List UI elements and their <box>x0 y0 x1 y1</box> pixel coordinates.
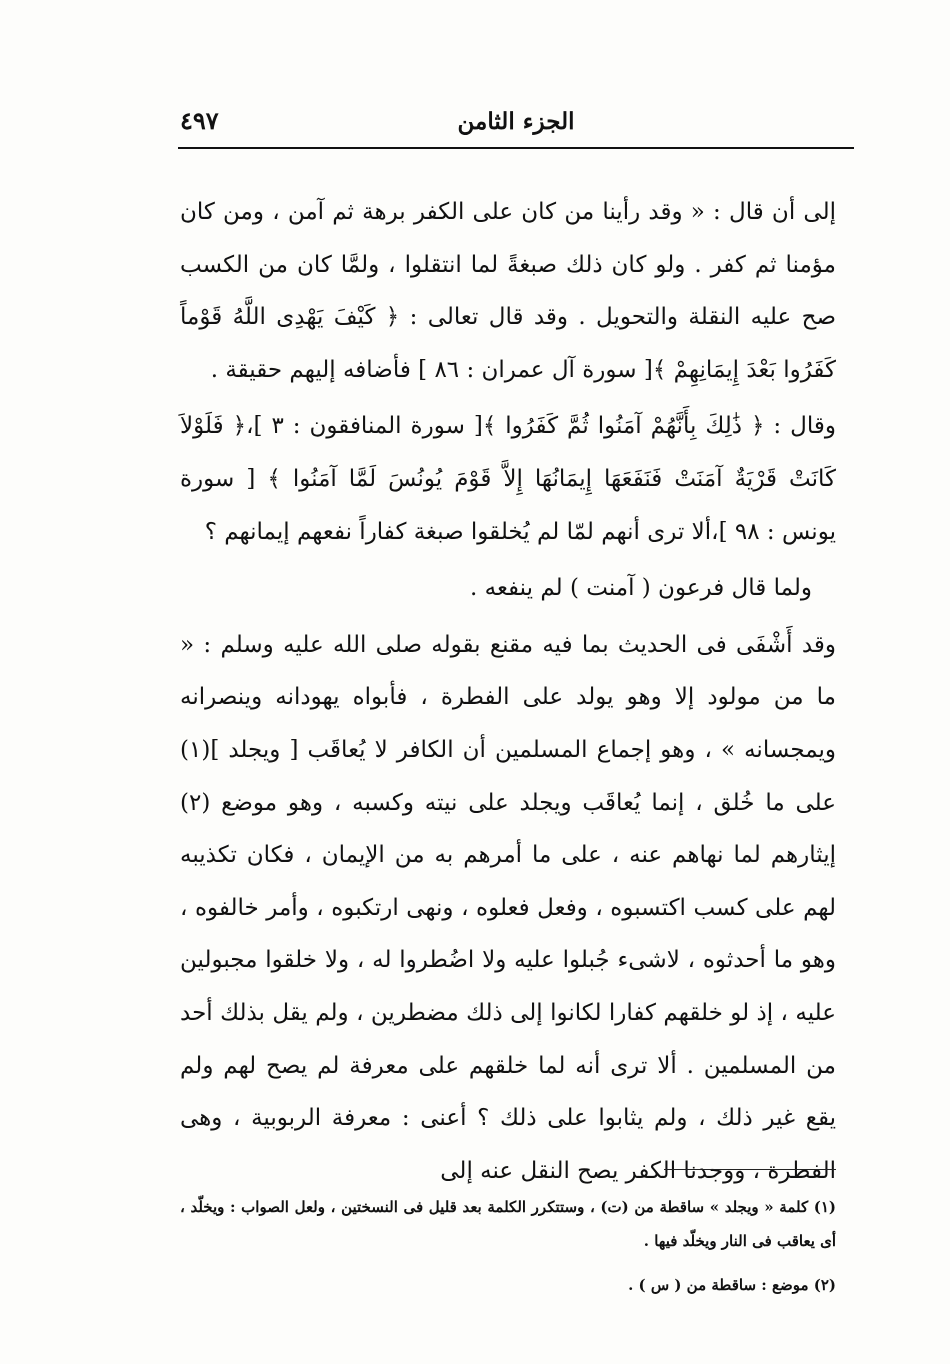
footnote-divider <box>664 1169 836 1170</box>
footnotes <box>180 1190 836 1312</box>
paragraph-1: إلى أن قال : « وقد رأينا من كان على الكفر برهة ثم آمن ، ومن كان مؤمنا ثم كفر . ولو كان ذلك صبغةً لما انتقلوا ، ولمَّا كان من الكسب صح عليه النقلة والتحويل . وقد قال تعالى : ﴿ كَيْفَ يَهْدِى اللَّهُ قَوْماً كَفَرُوا بَعْدَ إِيمَانِهِمْ ﴾[ سورة آل عمران : ٨٦ ] فأضافه إليهم حقيقة . <box>180 199 836 383</box>
running-title: الجزء الثامن <box>457 108 575 135</box>
header-divider <box>178 147 854 149</box>
paragraph-2: وقال : ﴿ ذَٰلِكَ بِأَنَّهُمْ آمَنُوا ثُمَّ كَفَرُوا ﴾[ سورة المنافقون : ٣ ]،﴿ فَلَوْلاَ كَانَتْ قَرْيَةٌ آمَنَتْ فَنَفَعَهَا إِيمَانُهَا إِلاَّ قَوْمَ يُونُسَ لَمَّا آمَنُوا ﴾ [ سورة يونس : ٩٨ ]،ألا ترى أنهم لمّا لم يُخلقوا صبغة كفاراً نفعهم إيمانهم ؟ <box>180 413 836 545</box>
footnote-1: (١) كلمة « ويجلد » ساقطة من (ت) ، وستتكرر الكلمة بعد قليل فى النسختين ، ولعل الصواب : ويخلّد ، أى يعاقب فى النار ويخلّد فيها . <box>180 1198 836 1250</box>
paragraph-3: ولما قال فرعون ( آمنت ) لم ينفعه . <box>469 575 812 602</box>
main-text <box>180 186 836 1197</box>
footnote-2: (٢) موضع : ساقطة من ( س ) . <box>628 1276 836 1294</box>
paragraph-4: وقد أَشْفَى فى الحديث بما فيه مقنع بقوله صلى الله عليه وسلم : « ما من مولود إلا وهو يولد على الفطرة ، فأبواه يهودانه وينصرانه ويمجسانه » ، وهو إجماع المسلمين أن الكافر لا يُعاقَب [ ويجلد ](١) على ما خُلق ، إنما يُعاقَب ويجلد على نيته وكسبه ، وهو موضع (٢) إيثارهم لما نهاهم عنه ، على ما أمرهم به من الإيمان ، فكان تكذيبه لهم على كسب اكتسبوه ، وفعل فعلوه ، ونهى ارتكبوه ، وأمر خالفوه ، وهو ما أحدثوه ، لاشىء جُبلوا عليه ولا اضُطروا له ، ولا خلقوا مجبولين عليه ، إذ لو خلقهم كفارا لكانوا إلى ذلك مضطرين ، ولم يقل بذلك أحد من المسلمين . ألا ترى أنه لما خلقهم على معرفة لم يصح لهم ولم يقع غير ذلك ، ولم يثابوا على ذلك ؟ أعنى : معرفة الربوبية ، وهى الفطرة ، ووجدنا الكفر يصح النقل عنه إلى <box>180 631 836 1184</box>
page-number: ٤٩٧ <box>180 106 219 135</box>
page-header <box>178 100 854 148</box>
